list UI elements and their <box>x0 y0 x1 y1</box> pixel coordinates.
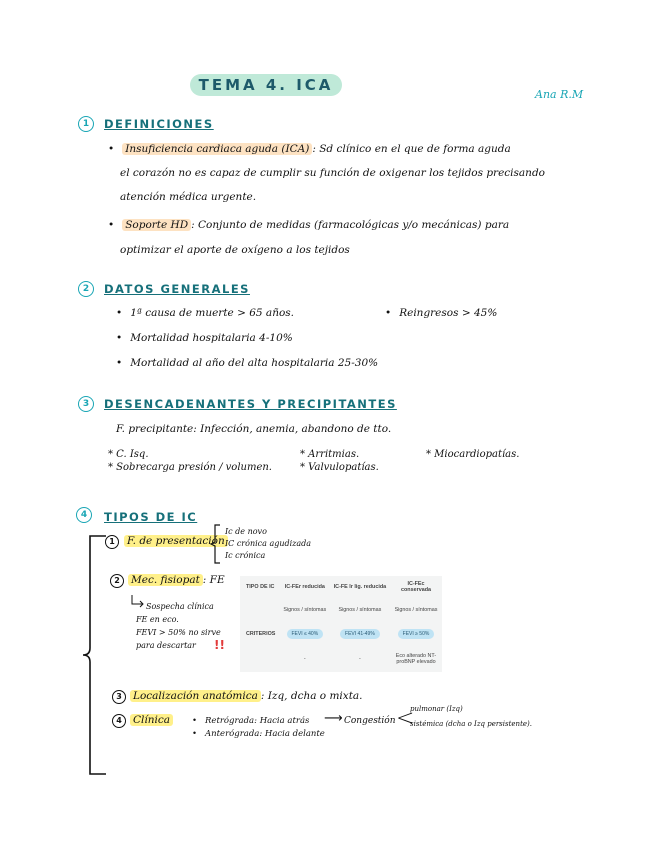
f-precipitante: F. precipitante: Infección, anemia, abandono de tto. <box>116 423 392 435</box>
clinica-congestion: Congestión <box>344 716 396 726</box>
table-cell: Signos / síntomas <box>283 607 327 613</box>
table-cell <box>240 646 280 672</box>
table-cell: Signos / síntomas <box>338 607 382 613</box>
author-signature: Ana R.M <box>535 88 584 101</box>
table-cell <box>390 622 442 646</box>
page-title: TEMA 4. ICA <box>190 74 342 96</box>
table-header: IC-FE lr lig. reducida <box>333 584 387 590</box>
desencadenante-1a: * C. Isq. <box>108 449 149 460</box>
datos-bullet-reingresos: • Reingresos > 45% <box>385 306 497 320</box>
desencadenante-3a: * Miocardiopatías. <box>426 449 520 460</box>
tipo-1-number: 1 <box>105 535 119 549</box>
table-cell <box>240 598 280 622</box>
tipo-4-label: Clínica <box>130 713 173 727</box>
tipo-2-label: Mec. fisiopat : FE <box>128 573 225 587</box>
section-4-number: 4 <box>76 507 92 523</box>
arrow-right-icon: ⟶ <box>324 711 343 726</box>
def-soporte-line2: optimizar el aporte de oxígeno a los tejidos <box>120 244 350 256</box>
term-ica: Insuficiencia cardiaca aguda (ICA) <box>122 143 312 155</box>
arrow-hook-icon <box>130 594 146 610</box>
ic-types-table <box>240 576 442 672</box>
tipo-2-number: 2 <box>110 574 124 588</box>
section-1-heading: DEFINICIONES <box>104 117 214 131</box>
section-1-number: 1 <box>78 116 94 132</box>
fevi-pill: FEVI ≤ 40% <box>287 629 324 639</box>
section-2-number: 2 <box>78 281 94 297</box>
def-soporte-hd <box>108 218 608 232</box>
section-3-number: 3 <box>78 396 94 412</box>
tipo-3-number: 3 <box>112 690 126 704</box>
fevi-pill: FEVI 41-49% <box>340 629 380 639</box>
datos-bullet-1: • 1ª causa de muerte > 65 años. <box>116 306 294 320</box>
tipo-1-opt-2: IC crónica agudizada <box>225 539 312 548</box>
desencadenante-1b: * Sobrecarga presión / volumen. <box>108 462 272 473</box>
bullet <box>108 219 122 231</box>
def-ica-text: : Sd clínico en el que de forma aguda <box>312 143 511 155</box>
table-header: IC-FEc conservada <box>401 581 431 593</box>
clinica-anterograda: • Anterógrada: Hacia delante <box>192 729 325 739</box>
table-cell <box>280 622 330 646</box>
def-icag <box>108 142 608 156</box>
table-header: TIPO DE IC <box>246 584 275 590</box>
datos-bullet-3: • Mortalidad al año del alta hospitalaria 25-30% <box>116 356 378 370</box>
def-ica-line3: atención médica urgente. <box>120 191 257 203</box>
section-2-heading: DATOS GENERALES <box>104 282 250 296</box>
term-soporte-hd: Soporte HD <box>122 219 191 231</box>
table-cell: Signos / síntomas <box>394 607 438 613</box>
big-brace <box>82 534 110 776</box>
tipo-1-opt-1: Ic de novo <box>225 527 267 536</box>
table-cell: - <box>303 656 306 662</box>
small-brace <box>210 524 222 564</box>
congestion-pulmonar: pulmonar (Izq) <box>410 705 463 713</box>
congestion-sistemica: sistémica (dcha o Izq persistente). <box>410 720 532 728</box>
tipo-1-opt-3: Ic crónica <box>225 551 266 560</box>
table-cell: - <box>359 656 361 662</box>
tipo-2-note-4: para descartar <box>136 641 196 650</box>
desencadenante-2a: * Arritmias. <box>300 449 360 460</box>
tipo-2-note-3: FEVI > 50% no sirve <box>136 628 221 637</box>
desencadenante-2b: * Valvulopatías. <box>300 462 379 473</box>
exclamation-marks: !! <box>214 638 225 652</box>
tipo-3-label: Localización anatómica : Izq, dcha o mixta. <box>130 689 363 703</box>
table-row-label: CRITERIOS <box>246 631 276 637</box>
section-3-heading: DESENCADENANTES Y PRECIPITANTES <box>104 397 397 411</box>
bullet <box>108 143 122 155</box>
tipo-1-label: F. de presentación <box>124 534 228 548</box>
clinica-retrograda: • Retrógrada: Hacia atrás <box>192 716 309 726</box>
def-ica-line2: el corazón no es capaz de cumplir su función de oxigenar los tejidos precisando <box>120 167 545 179</box>
table-cell <box>330 622 390 646</box>
fevi-pill: FEVI ≥ 50% <box>398 629 435 639</box>
less-than-brace: < <box>396 706 415 731</box>
def-soporte-text: : Conjunto de medidas (farmacológicas y/o mecánicas) para <box>191 219 510 231</box>
table-header: IC-FEr reducida <box>284 584 325 590</box>
tipo-4-number: 4 <box>112 714 126 728</box>
section-4-heading: TIPOS DE IC <box>104 510 198 524</box>
tipo-2-note-2: FE en eco. <box>136 615 179 624</box>
tipo-2-note-1: Sospecha clínica <box>146 602 214 611</box>
datos-bullet-2: • Mortalidad hospitalaria 4-10% <box>116 331 293 345</box>
table-cell: Eco alterado NT-proBNP elevado <box>395 653 437 665</box>
